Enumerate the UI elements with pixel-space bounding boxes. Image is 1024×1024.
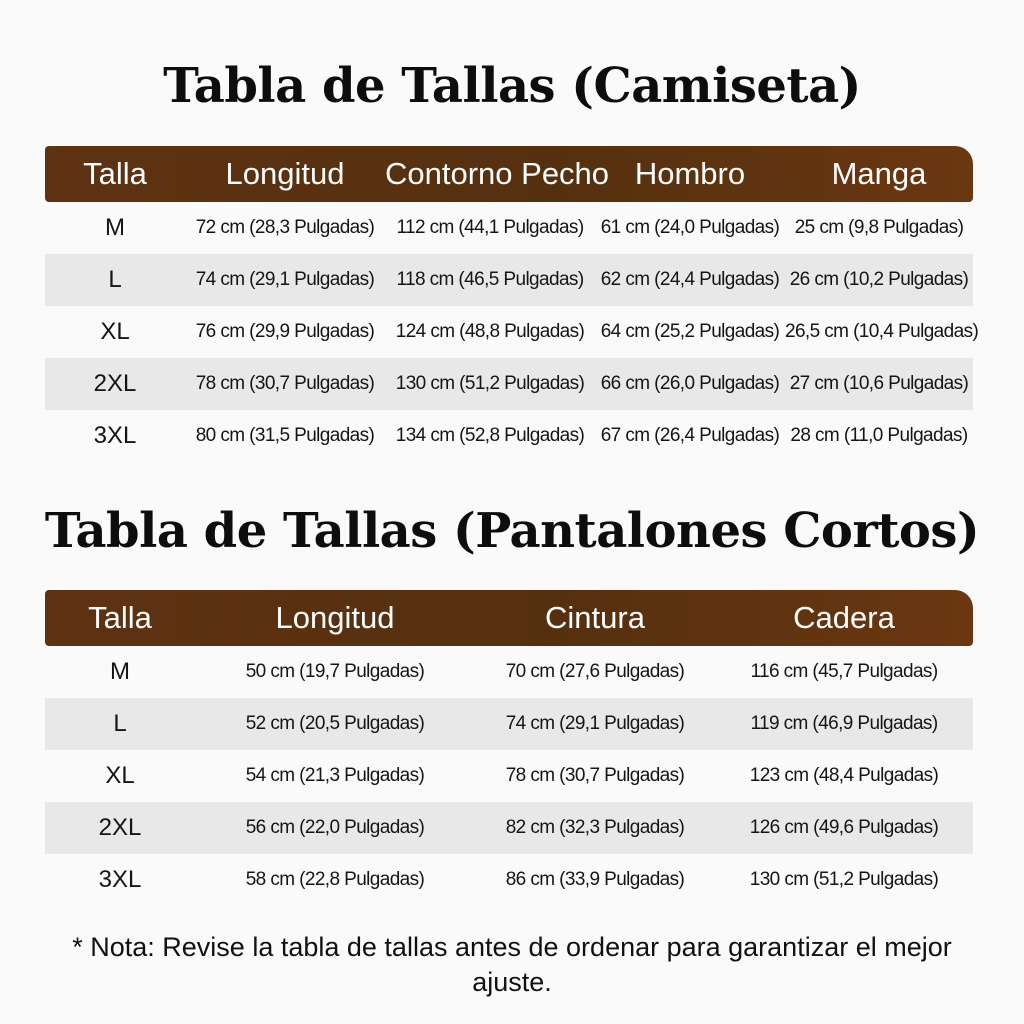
size-label: M (105, 214, 125, 241)
sleeve-cell: 28 cm (11,0 Pulgadas) (790, 425, 968, 446)
table-row (45, 410, 973, 462)
column-header-shoulder: Hombro (634, 156, 746, 191)
shorts-size-chart-title: Tabla de Tallas (Pantalones Cortos) (44, 503, 980, 559)
shirt-table-header (45, 146, 973, 202)
size-chart-note: * Nota: Revise la tabla de tallas antes de ordenar para garantizar el mejor ajuste. (72, 932, 952, 997)
shirt-size-table (45, 146, 979, 462)
length-cell: 80 cm (31,5 Pulgadas) (195, 425, 375, 446)
chest-cell: 124 cm (48,8 Pulgadas) (395, 321, 585, 342)
length-cell: 52 cm (20,5 Pulgadas) (245, 713, 425, 734)
column-header-waist: Cintura (545, 600, 645, 635)
hip-cell: 116 cm (45,7 Pulgadas) (750, 661, 938, 682)
waist-cell: 86 cm (33,9 Pulgadas) (505, 869, 685, 890)
waist-cell: 70 cm (27,6 Pulgadas) (505, 661, 685, 682)
length-cell: 78 cm (30,7 Pulgadas) (195, 373, 375, 394)
waist-cell: 82 cm (32,3 Pulgadas) (505, 817, 685, 838)
shorts-size-table (45, 590, 973, 906)
size-label: 2XL (98, 814, 142, 841)
sleeve-cell: 26,5 cm (10,4 Pulgadas) (785, 321, 979, 342)
table-row (45, 750, 973, 802)
column-header-hip: Cadera (793, 600, 895, 635)
column-header-length: Longitud (225, 156, 345, 191)
table-row (45, 254, 973, 306)
size-label: XL (105, 762, 135, 789)
sleeve-cell: 25 cm (9,8 Pulgadas) (794, 217, 964, 238)
shorts-table-header (45, 590, 973, 646)
length-cell: 74 cm (29,1 Pulgadas) (195, 269, 375, 290)
size-label: L (108, 266, 122, 293)
table-row (45, 854, 973, 906)
column-header-size: Talla (88, 600, 152, 635)
size-label: 3XL (98, 866, 142, 893)
size-label: M (110, 658, 130, 685)
hip-cell: 130 cm (51,2 Pulgadas) (749, 869, 939, 890)
shirt-size-chart-title: Tabla de Tallas (Camiseta) (163, 58, 861, 114)
hip-cell: 119 cm (46,9 Pulgadas) (750, 713, 938, 734)
hip-cell: 126 cm (49,6 Pulgadas) (749, 817, 939, 838)
chest-cell: 130 cm (51,2 Pulgadas) (395, 373, 585, 394)
table-row (45, 358, 973, 410)
size-label: 3XL (93, 422, 137, 449)
table-row (45, 202, 973, 254)
shoulder-cell: 66 cm (26,0 Pulgadas) (600, 373, 780, 394)
chest-cell: 134 cm (52,8 Pulgadas) (395, 425, 585, 446)
sleeve-cell: 26 cm (10,2 Pulgadas) (789, 269, 969, 290)
waist-cell: 74 cm (29,1 Pulgadas) (505, 713, 685, 734)
table-row (45, 698, 973, 750)
length-cell: 54 cm (21,3 Pulgadas) (245, 765, 425, 786)
length-cell: 50 cm (19,7 Pulgadas) (245, 661, 425, 682)
table-row (45, 306, 979, 358)
sleeve-cell: 27 cm (10,6 Pulgadas) (789, 373, 969, 394)
shoulder-cell: 67 cm (26,4 Pulgadas) (600, 425, 780, 446)
waist-cell: 78 cm (30,7 Pulgadas) (505, 765, 685, 786)
size-label: L (113, 710, 127, 737)
size-label: XL (100, 318, 130, 345)
table-row (45, 646, 973, 698)
column-header-size: Talla (83, 156, 147, 191)
length-cell: 72 cm (28,3 Pulgadas) (195, 217, 375, 238)
length-cell: 58 cm (22,8 Pulgadas) (245, 869, 425, 890)
table-row (45, 802, 973, 854)
shoulder-cell: 64 cm (25,2 Pulgadas) (600, 321, 780, 342)
column-header-chest: Contorno Pecho (385, 156, 610, 191)
column-header-sleeve: Manga (831, 156, 927, 191)
chest-cell: 118 cm (46,5 Pulgadas) (396, 269, 584, 290)
shoulder-cell: 62 cm (24,4 Pulgadas) (600, 269, 780, 290)
hip-cell: 123 cm (48,4 Pulgadas) (749, 765, 939, 786)
length-cell: 76 cm (29,9 Pulgadas) (195, 321, 375, 342)
chest-cell: 112 cm (44,1 Pulgadas) (396, 217, 584, 238)
length-cell: 56 cm (22,0 Pulgadas) (245, 817, 425, 838)
column-header-length: Longitud (275, 600, 395, 635)
shoulder-cell: 61 cm (24,0 Pulgadas) (600, 217, 780, 238)
size-label: 2XL (93, 370, 137, 397)
